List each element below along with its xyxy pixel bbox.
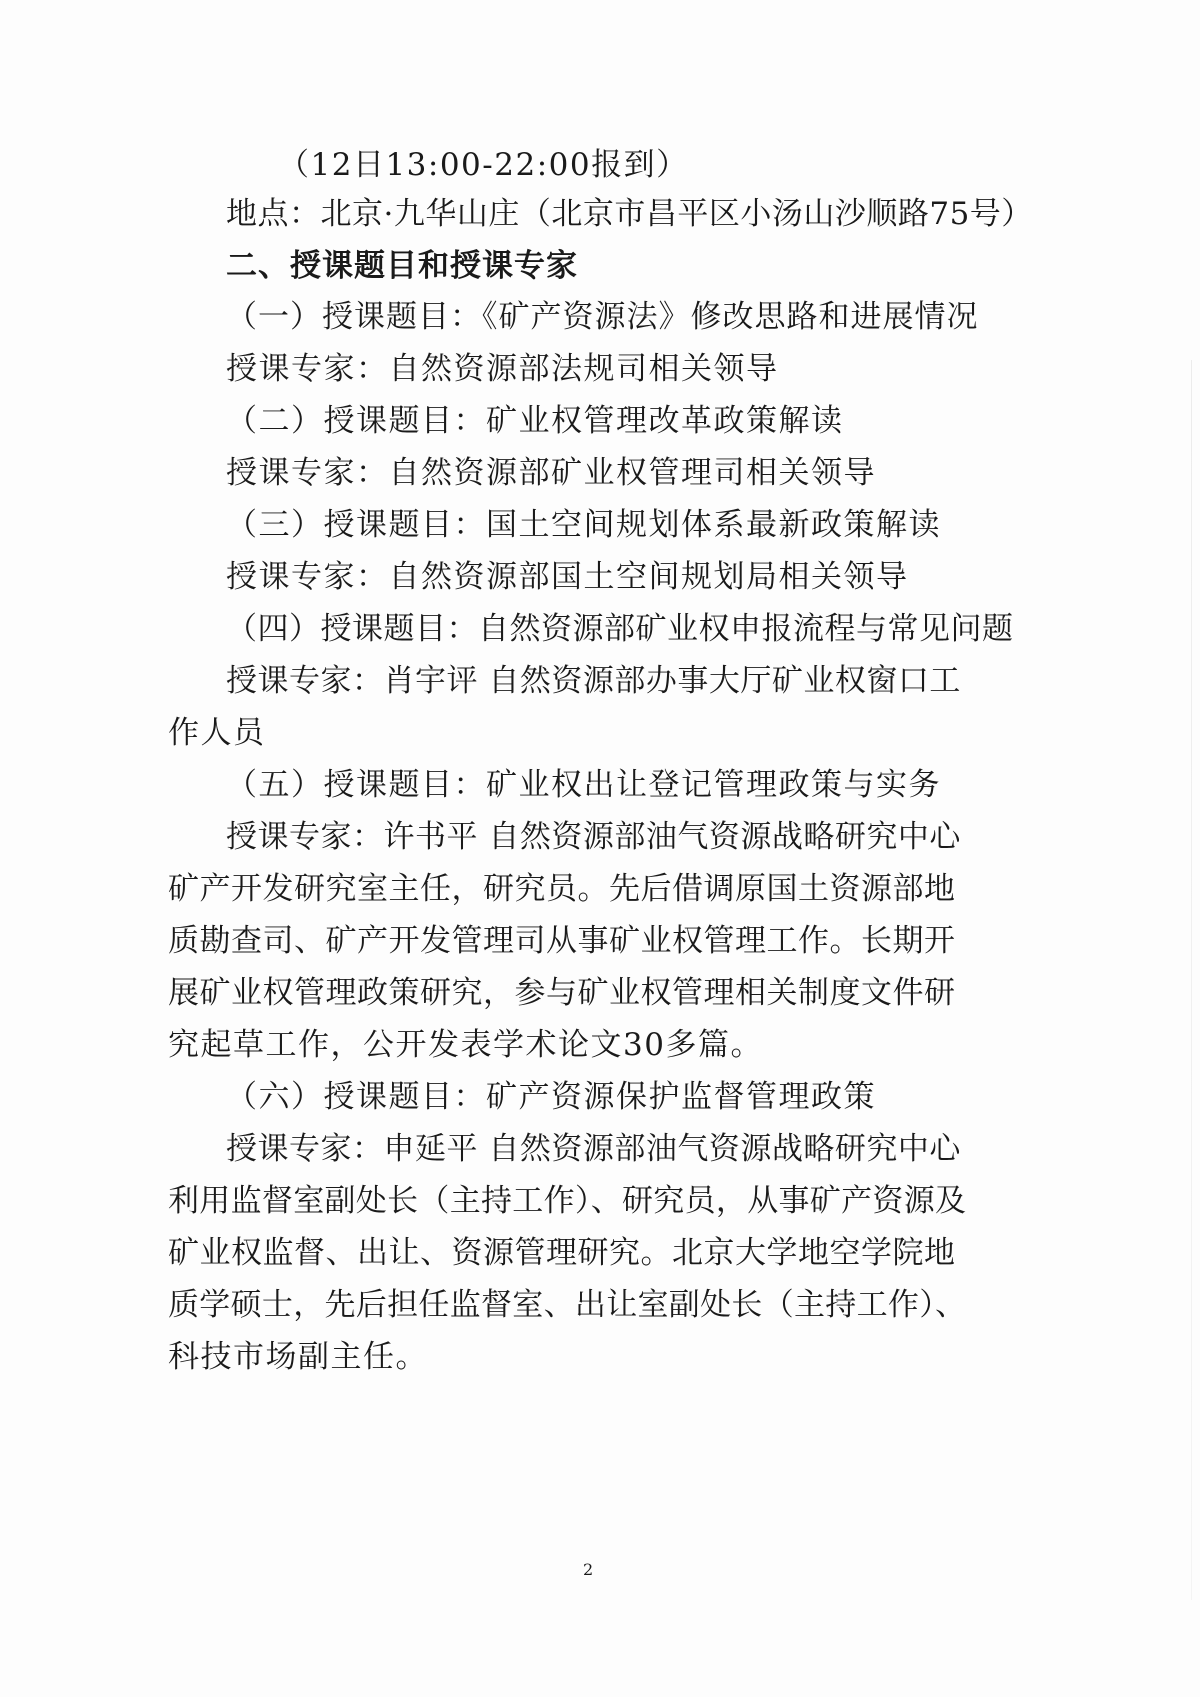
expert-5-line-3: 质勘查司、矿产开发管理司从事矿业权管理工作。长期开: [168, 923, 956, 959]
location-line: 地点：北京·九华山庄（北京市昌平区小汤山沙顺路75号）: [226, 196, 1033, 232]
expert-5-line-1: 授课专家：许书平 自然资源部油气资源战略研究中心: [226, 819, 961, 855]
topic-2: （二）授课题目：矿业权管理改革政策解读: [226, 403, 844, 439]
expert-5-line-5: 究起草工作，公开发表学术论文30多篇。: [168, 1027, 763, 1063]
topic-5: （五）授课题目：矿业权出让登记管理政策与实务: [226, 767, 941, 803]
topic-1: （一）授课题目：《矿产资源法》修改思路和进展情况: [226, 299, 979, 335]
expert-6-line-2: 利用监督室副处长（主持工作）、研究员，从事矿产资源及: [168, 1183, 967, 1219]
expert-3: 授课专家：自然资源部国土空间规划局相关领导: [226, 559, 909, 595]
expert-6-line-3: 矿业权监督、出让、资源管理研究。北京大学地空学院地: [168, 1235, 956, 1271]
expert-5-line-2: 矿产开发研究室主任，研究员。先后借调原国土资源部地: [168, 871, 956, 907]
topic-3: （三）授课题目：国土空间规划体系最新政策解读: [226, 507, 941, 543]
expert-6-line-1: 授课专家：申延平 自然资源部油气资源战略研究中心: [226, 1131, 961, 1167]
expert-5-line-4: 展矿业权管理政策研究，参与矿业权管理相关制度文件研: [168, 975, 956, 1011]
expert-4-line-2: 作人员: [168, 715, 266, 751]
registration-time: （12日13:00-22:00报到）: [278, 147, 689, 183]
page-number: 2: [583, 1560, 594, 1579]
topic-4: （四）授课题目：自然资源部矿业权申报流程与常见问题: [226, 611, 1014, 647]
topic-6: （六）授课题目：矿产资源保护监督管理政策: [226, 1079, 876, 1115]
section-heading: 二、授课题目和授课专家: [226, 248, 578, 284]
expert-4-line-1: 授课专家：肖宇评 自然资源部办事大厅矿业权窗口工: [226, 663, 961, 699]
expert-6-line-5: 科技市场副主任。: [168, 1339, 428, 1375]
expert-2: 授课专家：自然资源部矿业权管理司相关领导: [226, 455, 876, 491]
expert-1: 授课专家：自然资源部法规司相关领导: [226, 351, 779, 387]
expert-6-line-4: 质学硕士，先后担任监督室、出让室副处长（主持工作）、: [168, 1287, 967, 1323]
scan-edge-mark: [1191, 360, 1192, 1600]
